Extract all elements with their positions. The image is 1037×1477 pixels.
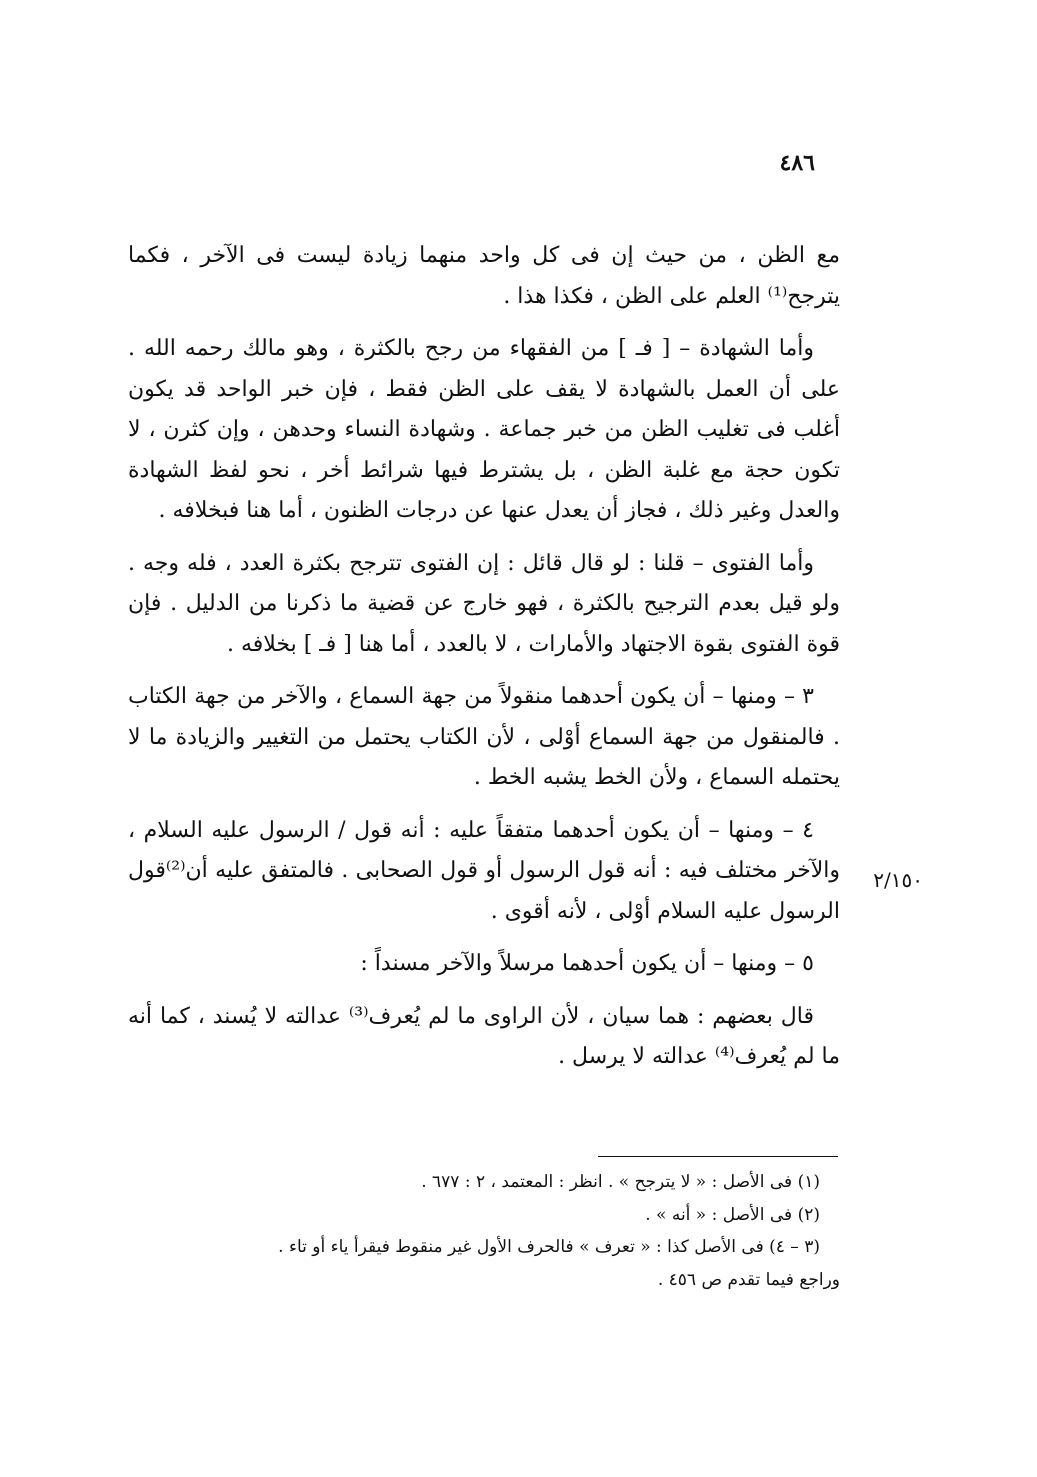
paragraph-2: وأما الشهادة – [ فـ ] من الفقهاء من رجح بالكثرة ، وهو مالك رحمه الله . على أن العمل بالشهادة لا يقف على الظن فقط ، فإن خبر الواحد قد يكون أغلب فى تغليب الظن من خبر جماعة . وشهادة النساء وحدهن ، وإن كثرن ، لا تكون حجة مع غلبة الظن ، بل يشترط فيها شرائط أخر ، نحو لفظ الشهادة والعدل وغير ذلك ، فجاز أن يعدل عنها عن درجات الظنون ، أما هنا فبخلافه . [128, 336, 840, 523]
main-text [128, 236, 840, 1090]
margin-reference: ٢/١٥٠ [873, 868, 923, 892]
footnote-3-continuation: وراجع فيما تقدم ص ٤٥٦ . [657, 1269, 840, 1290]
paragraph-6: ٥ – ومنها – أن يكون أحدهما مرسلاً والآخر مسنداً : [360, 951, 814, 976]
footnotes [128, 1166, 840, 1296]
paragraph-4: ٣ – ومنها – أن يكون أحدهما منقولاً من جهة السماع ، والآخر من جهة الكتاب . فالمنقول من جهة السماع أوْلى ، لأن الكتاب يحتمل من التغيير والزيادة ما لا يحتمله السماع ، ولأن الخط يشبه الخط . [128, 684, 840, 790]
paragraph-3: وأما الفتوى – قلنا : لو قال قائل : إن الفتوى تترجح بكثرة العدد ، فله وجه . ولو قيل بعدم الترجيح بالكثرة ، فهو خارج عن قضية ما ذكرنا من الدليل . فإن قوة الفتوى بقوة الاجتهاد والأمارات ، لا بالعدد ، أما هنا [ فـ ] بخلافه . [128, 550, 841, 657]
footnote-2: (٢) فى الأصل : « أنه » . [645, 1204, 820, 1225]
paragraph-7: قال بعضهم : هما سيان ، لأن الراوى ما لم يُعرف⁽³⁾ عدالته لا يُسند ، كما أنه ما لم يُعرف⁽⁴⁾ عدالته لا يرسل . [128, 1003, 840, 1069]
footnote-1: (١) فى الأصل : « لا يترجح » . انظر : المعتمد ، ٢ : ٦٧٧ . [421, 1172, 820, 1192]
footnote-3: (٣ – ٤) فى الأصل كذا : « تعرف » فالحرف الأول غير منقوط فيقرأ ياء أو تاء . [278, 1237, 820, 1257]
paragraph-5: ٤ – ومنها – أن يكون أحدهما متفقاً عليه : أنه قول / الرسول عليه السلام ، والآخر مختلف فيه : أنه قول الرسول أو قول الصحابى . فالمتفق عليه أن⁽²⁾قول الرسول عليه السلام أوْلى ، لأنه أقوى . [128, 817, 840, 924]
page-number: ٤٨٦ [779, 150, 815, 176]
paragraph-1: مع الظن ، من حيث إن فى كل واحد منهما زيادة ليست فى الآخر ، فكما يترجح⁽¹⁾ العلم على الظن ، فكذا هذا . [128, 243, 840, 309]
footnote-divider [598, 1156, 838, 1157]
